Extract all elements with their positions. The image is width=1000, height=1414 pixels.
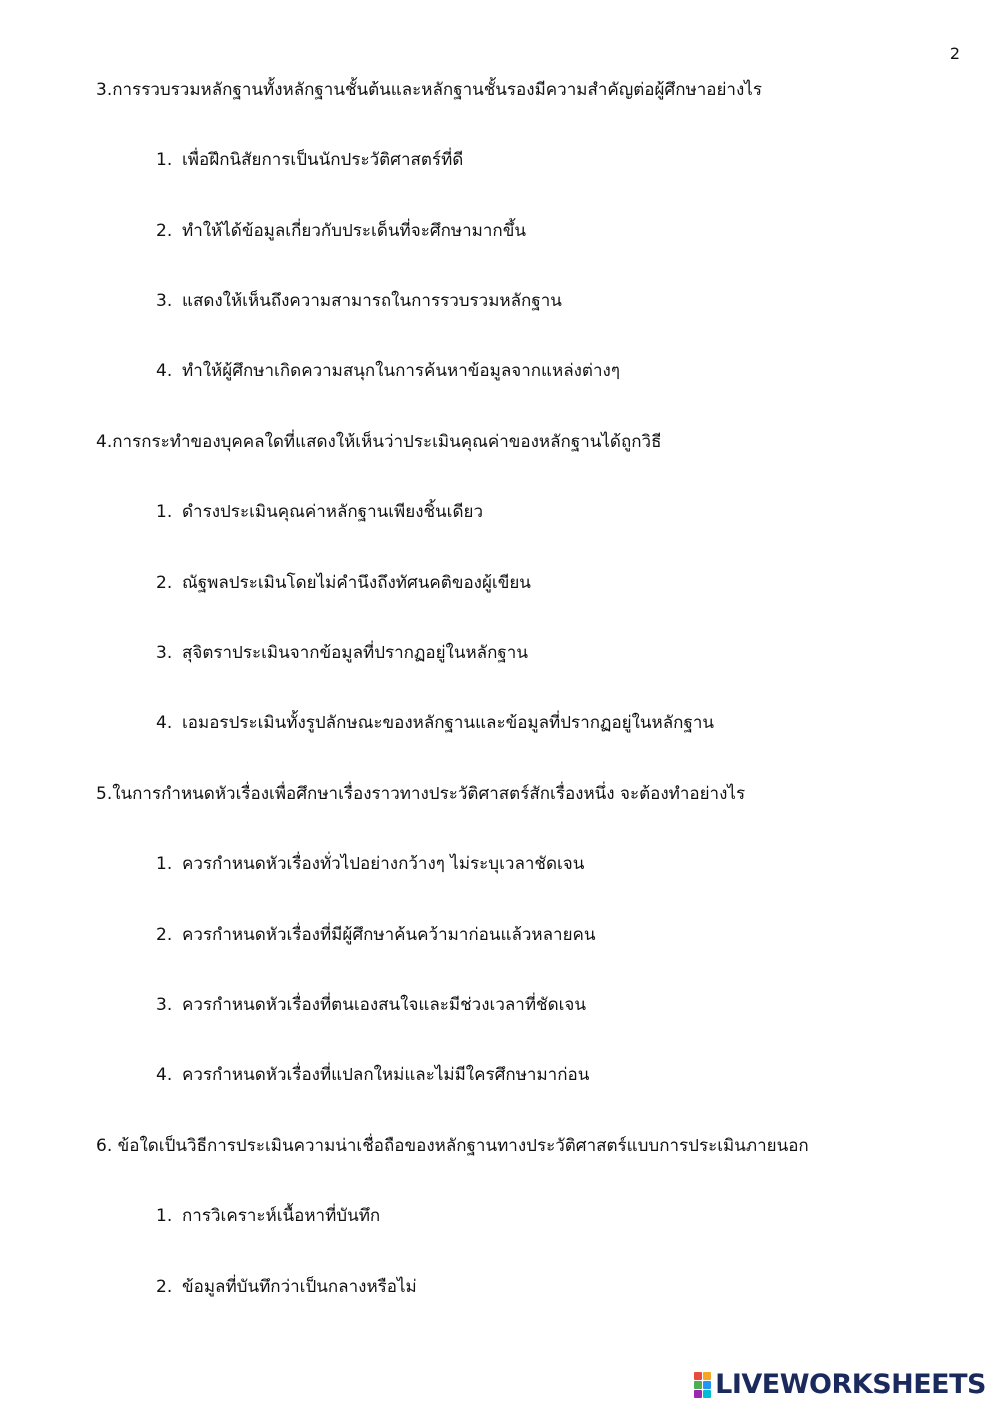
- question-3-option-1[interactable]: [156, 146, 463, 173]
- page-number: 2: [949, 44, 960, 63]
- option-text: สุจิตราประเมินจากข้อมูลที่ปรากฏอยู่ในหลักฐาน: [182, 643, 528, 663]
- question-6-option-2[interactable]: [156, 1273, 417, 1300]
- question-6-option-1[interactable]: [156, 1202, 380, 1229]
- question-4-option-2[interactable]: [156, 569, 531, 596]
- liveworksheets-logo[interactable]: [694, 1369, 986, 1400]
- option-number: 1.: [156, 502, 173, 522]
- option-text: ควรกำหนดหัวเรื่องที่มีผู้ศึกษาค้นคว้ามาก่อนแล้วหลายคน: [182, 925, 596, 945]
- option-number: 2.: [156, 925, 173, 945]
- question-5: 5.ในการกำหนดหัวเรื่องเพื่อศึกษาเรื่องราวทางประวัติศาสตร์สักเรื่องหนึ่ง จะต้องทำอย่างไร: [96, 784, 746, 804]
- option-number: 2.: [156, 1277, 173, 1297]
- option-text: เอมอรประเมินทั้งรูปลักษณะของหลักฐานและข้อมูลที่ปรากฏอยู่ในหลักฐาน: [182, 713, 714, 733]
- question-6: 6. ข้อใดเป็นวิธีการประเมินความน่าเชื่อถือของหลักฐานทางประวัติศาสตร์แบบการประเมินภายนอก: [96, 1136, 809, 1156]
- option-number: 1.: [156, 1206, 173, 1226]
- question-3: 3.การรวบรวมหลักฐานทั้งหลักฐานชั้นต้นและหลักฐานชั้นรองมีความสำคัญต่อผู้ศึกษาอย่างไร: [96, 80, 762, 100]
- option-text: เพื่อฝึกนิสัยการเป็นนักประวัติศาสตร์ที่ดี: [182, 150, 464, 170]
- question-5-option-2[interactable]: [156, 921, 596, 948]
- option-text: ณัฐพลประเมินโดยไม่คำนึงถึงทัศนคติของผู้เขียน: [182, 573, 531, 593]
- logo-square-icon: [703, 1390, 711, 1398]
- question-5-option-3[interactable]: [156, 991, 586, 1018]
- question-5-option-4[interactable]: [156, 1061, 589, 1088]
- option-text: ข้อมูลที่บันทึกว่าเป็นกลางหรือไม่: [182, 1277, 417, 1297]
- option-number: 3.: [156, 291, 173, 311]
- question-3-option-3[interactable]: [156, 287, 562, 314]
- question-4-option-4[interactable]: [156, 709, 714, 736]
- question-3-option-4[interactable]: [156, 357, 620, 384]
- option-number: 4.: [156, 361, 173, 381]
- option-text: ควรกำหนดหัวเรื่องที่ตนเองสนใจและมีช่วงเวลาที่ชัดเจน: [182, 995, 586, 1015]
- logo-text: LIVEWORKSHEETS: [715, 1369, 986, 1400]
- liveworksheets-logo-icon: [694, 1372, 711, 1398]
- option-number: 1.: [156, 150, 173, 170]
- question-4-option-1[interactable]: [156, 498, 483, 525]
- option-number: 4.: [156, 713, 173, 733]
- option-number: 3.: [156, 995, 173, 1015]
- question-5-option-1[interactable]: [156, 850, 584, 877]
- option-text: การวิเคราะห์เนื้อหาที่บันทึก: [182, 1206, 381, 1226]
- logo-square-icon: [694, 1372, 702, 1380]
- option-text: ทำให้ผู้ศึกษาเกิดความสนุกในการค้นหาข้อมูลจากแหล่งต่างๆ: [182, 361, 620, 381]
- option-text: ควรกำหนดหัวเรื่องที่แปลกใหม่และไม่มีใครศึกษามาก่อน: [182, 1065, 590, 1085]
- logo-square-icon: [694, 1390, 702, 1398]
- logo-square-icon: [703, 1372, 711, 1380]
- option-text: ดำรงประเมินคุณค่าหลักฐานเพียงชิ้นเดียว: [182, 502, 484, 522]
- option-number: 2.: [156, 573, 173, 593]
- option-text: แสดงให้เห็นถึงความสามารถในการรวบรวมหลักฐาน: [182, 291, 562, 311]
- logo-square-icon: [694, 1381, 702, 1389]
- option-text: ควรกำหนดหัวเรื่องทั่วไปอย่างกว้างๆ ไม่ระบุเวลาชัดเจน: [182, 854, 585, 874]
- question-4-option-3[interactable]: [156, 639, 528, 666]
- option-number: 2.: [156, 221, 173, 241]
- logo-square-icon: [703, 1381, 711, 1389]
- question-3-option-2[interactable]: [156, 217, 526, 244]
- option-number: 3.: [156, 643, 173, 663]
- option-number: 4.: [156, 1065, 173, 1085]
- option-number: 1.: [156, 854, 173, 874]
- option-text: ทำให้ได้ข้อมูลเกี่ยวกับประเด็นที่จะศึกษามากขึ้น: [182, 221, 526, 241]
- question-4: 4.การกระทำของบุคคลใดที่แสดงให้เห็นว่าประเมินคุณค่าของหลักฐานได้ถูกวิธี: [96, 432, 662, 452]
